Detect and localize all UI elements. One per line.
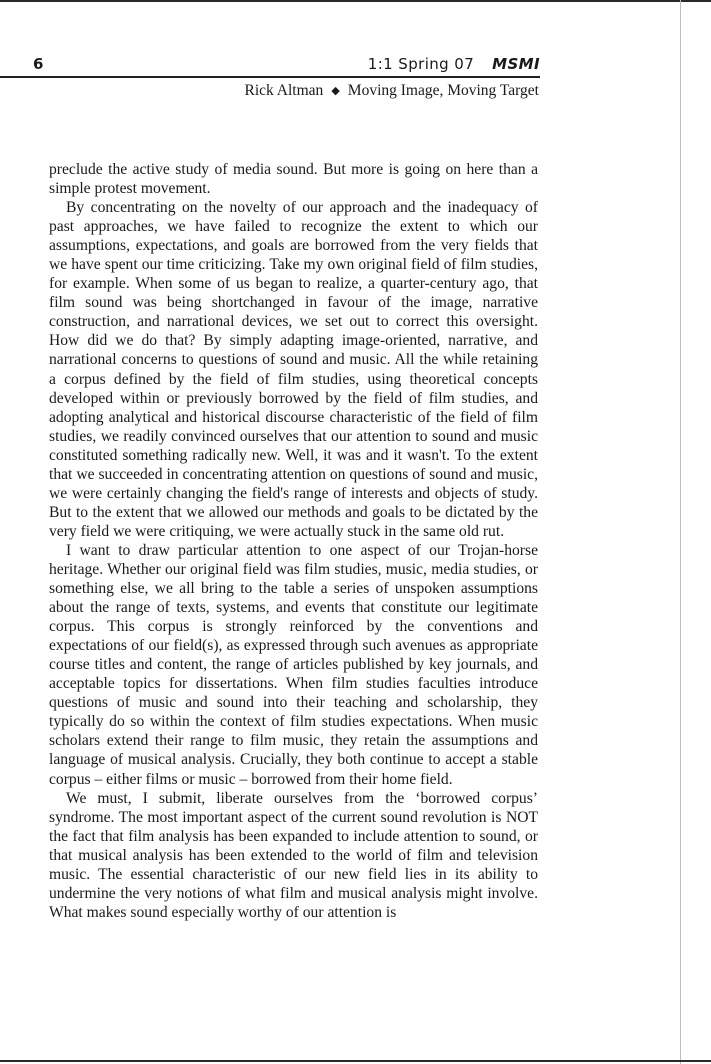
author-name: Rick Altman bbox=[244, 82, 324, 99]
issue-label: 1:1 Spring 07 bbox=[367, 55, 475, 73]
journal-title: MSMI bbox=[492, 55, 540, 73]
paragraph: preclude the active study of media sound. But more is going on here than a simple protest movement. bbox=[49, 161, 538, 198]
article-body bbox=[49, 160, 538, 922]
page-top-rule bbox=[0, 0, 711, 2]
diamond-separator-icon: ◆ bbox=[331, 85, 340, 97]
page-right-edge bbox=[680, 0, 681, 1064]
page-bottom-rule bbox=[0, 1060, 711, 1062]
issue-info bbox=[368, 54, 540, 74]
paragraph: We must, I submit, liberate ourselves from the ‘borrowed corpus’ syndrome. The most important aspect of the current sound revolution is NOT the fact that film analysis has been expanded to include attention to sound, or that musical analysis has been extended to the world of film and television music. The essential characteristic of our new field lies in its ability to undermine the very notions of what film and musical analysis might involve. What makes sound especially worthy of our attention is bbox=[49, 789, 538, 921]
byline bbox=[245, 81, 539, 101]
paragraph: I want to draw particular attention to one aspect of our Trojan-horse heritage. Whether our original field was film studies, music, media studies, or something else, we all bring to the table a series of unspoken assumptions about the range of texts, systems, and events that constitute our legitimate corpus. This corpus is strongly reinforced by the conventions and expectations of our field(s), as expressed through such avenues as appropriate course titles and content, the range of articles published by key journals, and acceptable topics for dissertations. When film studies faculties introduce questions of music and sound into their teaching and scholarship, they typically do so within the context of film studies expectations. When music scholars extend their range to film music, they retain the assumptions and language of musical analysis. Crucially, they both continue to accept a stable corpus – either films or music – borrowed from their home field. bbox=[49, 541, 538, 788]
page-number: 6 bbox=[33, 55, 44, 73]
article-title: Moving Image, Moving Target bbox=[347, 82, 539, 99]
running-header bbox=[0, 54, 540, 78]
paragraph: By concentrating on the novelty of our approach and the inadequacy of past approaches, we have failed to recognize the extent to which our assumptions, expectations, and goals are borrowed from the very fields that we have spent our time criticizing. Take my own original field of film studies, for example. When some of us began to realize, a quarter-century ago, that film sound was being shortchanged in favour of the image, narrative construction, and narrational devices, we set out to correct this oversight. How did we do that? By simply adapting image-oriented, narrative, and narrational concerns to questions of sound and music. All the while retaining a corpus defined by the field of film studies, using theoretical concepts developed within or previously borrowed by the field of film studies, and adopting analytical and historical discourse characteristic of the field of film studies, we readily convinced ourselves that our attention to sound and music constituted something radically new. Well, it was and it wasn't. To the extent that we succeeded in concentrating attention on questions of sound and music, we were certainly changing the field's range of interests and objects of study. But to the extent that we allowed our methods and goals to be dictated by the very field we were critiquing, we were actually stuck in the same old rut. bbox=[49, 199, 538, 540]
